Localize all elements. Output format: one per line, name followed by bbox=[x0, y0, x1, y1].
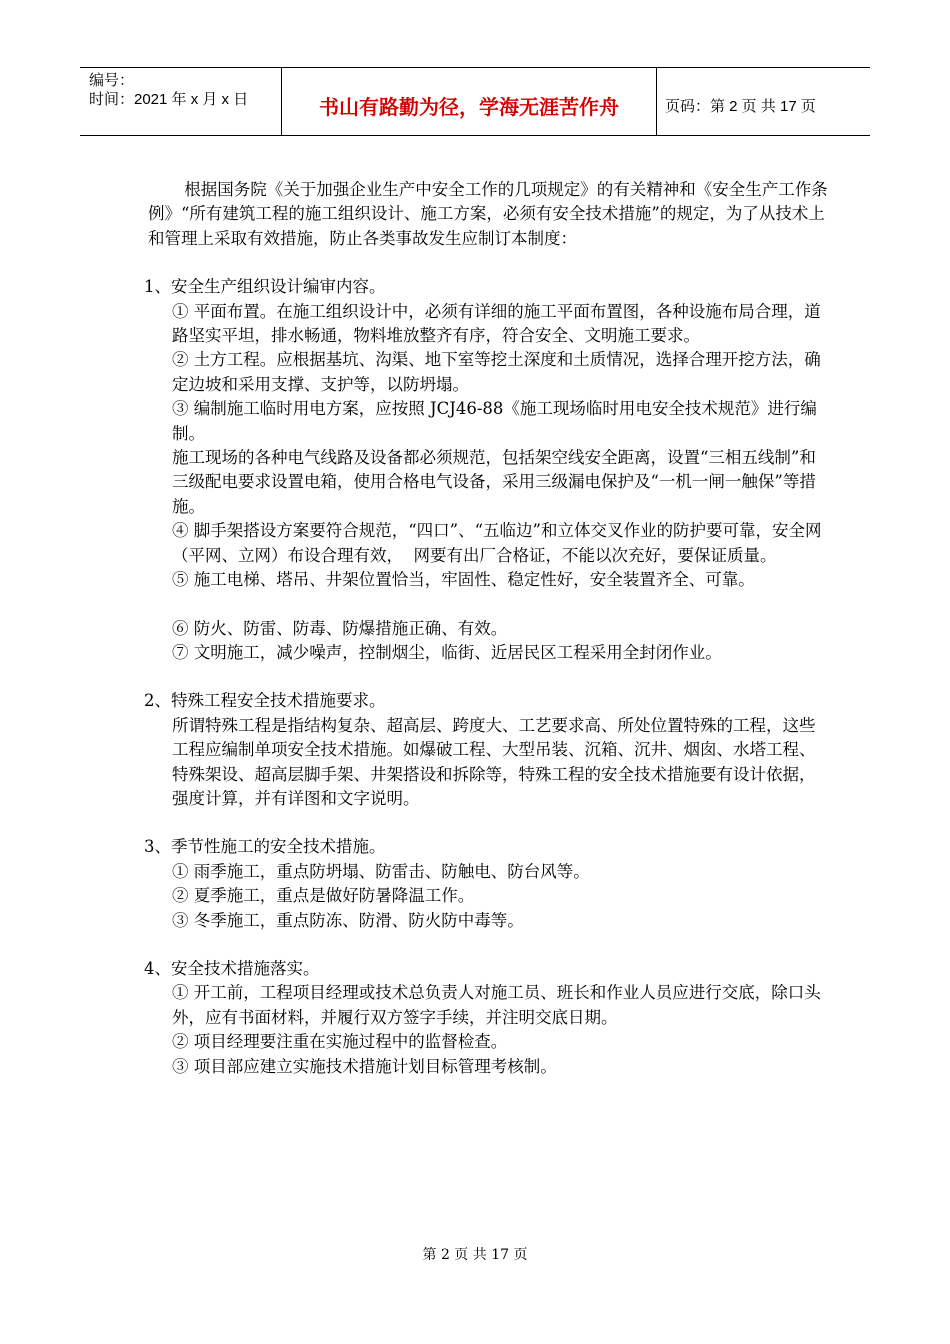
time-label: 时间：2021 年 x 月 x 日 bbox=[89, 91, 249, 108]
page-header bbox=[80, 67, 870, 136]
header-motto: 书山有路勤为径，学海无涯苦作舟 bbox=[282, 68, 657, 135]
section-4-item: ③ 项目部应建立实施技术措施计划目标管理考核制。 bbox=[172, 1056, 557, 1076]
section-1-title: 1、安全生产组织设计编审内容。 bbox=[144, 277, 386, 297]
section-1-item: ④ 脚手架搭设方案要符合规范，“四口”、“五临边”和立体交叉作业的防护要可靠，安全网（平网、立网）布设合理有效， 网要有出厂合格证，不能以次充好，要保证质量。 bbox=[172, 521, 822, 565]
page-footer: 第 2 页 共 17 页 bbox=[422, 1247, 528, 1263]
section-3-item: ② 夏季施工，重点是做好防暑降温工作。 bbox=[172, 886, 475, 906]
section-4-item: ① 开工前，工程项目经理或技术总负责人对施工员、班长和作业人员应进行交底，除口头外，应有书面材料，并履行双方签字手续，并注明交底日期。 bbox=[172, 983, 821, 1027]
section-1 bbox=[144, 275, 828, 665]
section-1-item: ⑤ 施工电梯、塔吊、井架位置恰当，牢固性、稳定性好，安全装置齐全、可靠。 bbox=[172, 570, 755, 590]
section-1-item: ② 土方工程。应根据基坑、沟渠、地下室等挖土深度和土质情况，选择合理开挖方法，确定边坡和采用支撑、支护等，以防坍塌。 bbox=[172, 350, 821, 394]
section-4 bbox=[144, 957, 828, 1079]
code-label: 编号： bbox=[89, 72, 135, 89]
header-meta bbox=[80, 68, 282, 135]
section-3-title: 3、季节性施工的安全技术措施。 bbox=[144, 837, 386, 857]
section-3 bbox=[144, 835, 828, 933]
section-2-items bbox=[172, 714, 828, 812]
section-1-items bbox=[172, 300, 828, 666]
section-4-items bbox=[172, 981, 828, 1079]
intro-paragraph: 根据国务院《关于加强企业生产中安全工作的几项规定》的有关精神和《安全生产工作条例》“所有建筑工程的施工组织设计、施工方案，必须有安全技术措施”的规定，为了从技术上和管理上采取有效措施，防止各类事故发生应制订本制度： bbox=[148, 180, 828, 248]
section-1-item: ③ 编制施工临时用电方案，应按照 JCJ46-88《施工现场临时用电安全技术规范》进行编制。 bbox=[172, 399, 817, 443]
section-1-item: ⑥ 防火、防雷、防毒、防爆措施正确、有效。 bbox=[172, 618, 508, 638]
section-2 bbox=[144, 689, 828, 811]
section-4-item: ② 项目经理要注重在实施过程中的监督检查。 bbox=[172, 1032, 508, 1052]
section-3-item: ③ 冬季施工，重点防冻、防滑、防火防中毒等。 bbox=[172, 910, 524, 930]
document-body bbox=[144, 178, 828, 1079]
section-2-title: 2、特殊工程安全技术措施要求。 bbox=[144, 691, 386, 711]
section-4-title: 4、安全技术措施落实。 bbox=[144, 958, 320, 978]
section-1-item: ① 平面布置。在施工组织设计中，必须有详细的施工平面布置图，各种设施布局合理，道路坚实平坦，排水畅通，物料堆放整齐有序，符合安全、文明施工要求。 bbox=[172, 301, 821, 346]
section-1-item: ⑦ 文明施工，减少噪声，控制烟尘，临街、近居民区工程采用全封闭作业。 bbox=[172, 642, 722, 662]
section-3-item: ① 雨季施工，重点防坍塌、防雷击、防触电、防台风等。 bbox=[172, 861, 590, 881]
section-3-items bbox=[172, 860, 828, 933]
section-2-item: 所谓特殊工程是指结构复杂、超高层、跨度大、工艺要求高、所处位置特殊的工程，这些工程应编制单项安全技术措施。如爆破工程、大型吊装、沉箱、沉井、烟囱、水塔工程、特殊架设、超高层脚手架、井架搭设和拆除等，特殊工程的安全技术措施要有设计依据，强度计算，并有详图和文字说明。 bbox=[172, 715, 816, 808]
header-page-info: 页码：第 2 页 共 17 页 bbox=[665, 98, 816, 115]
section-1-item: 施工现场的各种电气线路及设备都必须规范，包括架空线安全距离，设置“三相五线制”和三级配电要求设置电箱，使用合格电气设备，采用三级漏电保护及“一机一闸一触保”等措施。 bbox=[172, 448, 816, 516]
